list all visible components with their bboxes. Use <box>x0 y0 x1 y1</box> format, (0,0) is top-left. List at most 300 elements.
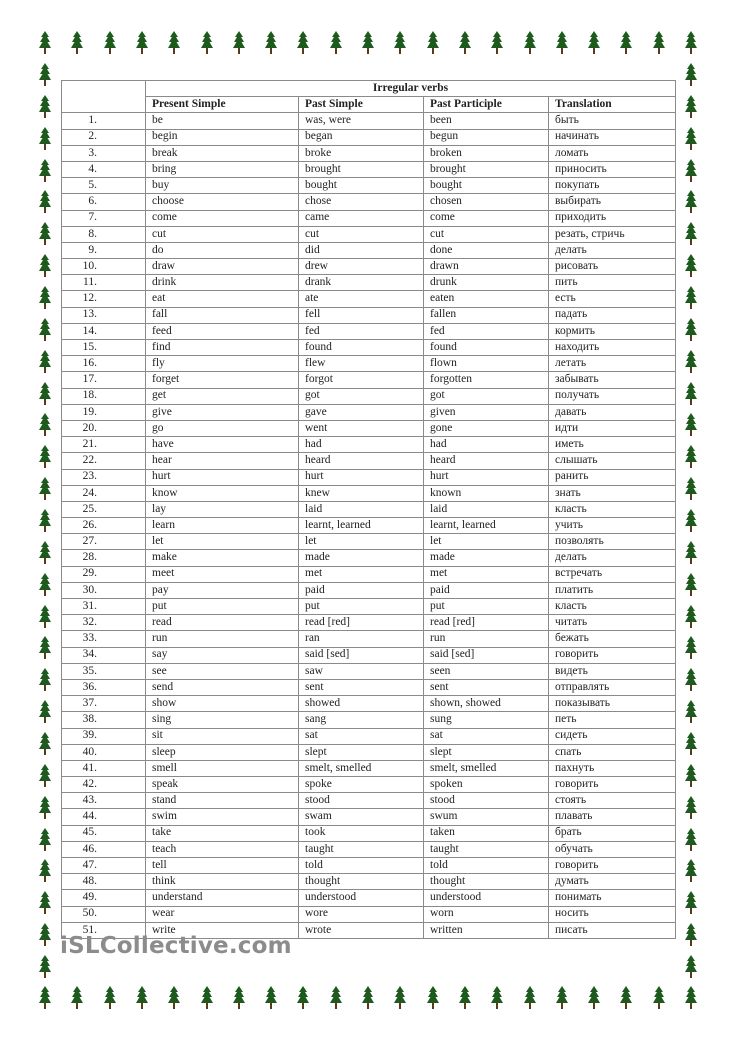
table-row <box>62 194 676 210</box>
row-number: 12. <box>62 291 146 307</box>
row-number: 40. <box>62 744 146 760</box>
present-simple-cell: wear <box>146 906 299 922</box>
present-simple-cell: choose <box>146 194 299 210</box>
pine-tree-icon <box>38 796 52 820</box>
row-number: 1. <box>62 113 146 129</box>
pine-tree-icon <box>38 891 52 915</box>
past-simple-cell: taught <box>299 841 424 857</box>
row-number: 31. <box>62 599 146 615</box>
watermark: iSLCollective.com <box>60 933 292 959</box>
pine-tree-icon <box>619 31 633 55</box>
present-simple-cell: cut <box>146 226 299 242</box>
pine-tree-icon <box>523 31 537 55</box>
past-simple-cell: knew <box>299 485 424 501</box>
pine-tree-icon <box>296 31 310 55</box>
translation-cell: выбирать <box>549 194 676 210</box>
translation-cell: делать <box>549 242 676 258</box>
pine-tree-icon <box>684 891 698 915</box>
translation-cell: приходить <box>549 210 676 226</box>
table-row <box>62 566 676 582</box>
past-simple-cell: swam <box>299 809 424 825</box>
table-row <box>62 356 676 372</box>
pine-tree-icon <box>70 31 84 55</box>
past-simple-cell: showed <box>299 696 424 712</box>
past-simple-cell: laid <box>299 501 424 517</box>
past-participle-cell: found <box>424 340 549 356</box>
past-participle-cell: sat <box>424 728 549 744</box>
row-number: 3. <box>62 145 146 161</box>
pine-tree-icon <box>684 127 698 151</box>
pine-tree-icon <box>38 573 52 597</box>
present-simple-cell: show <box>146 696 299 712</box>
row-number: 39. <box>62 728 146 744</box>
pine-tree-icon <box>167 31 181 55</box>
pine-tree-icon <box>135 986 149 1010</box>
past-participle-cell: forgotten <box>424 372 549 388</box>
translation-cell: думать <box>549 874 676 890</box>
table-row <box>62 696 676 712</box>
table-row <box>62 647 676 663</box>
past-participle-cell: said [sed] <box>424 647 549 663</box>
pine-tree-icon <box>70 986 84 1010</box>
row-number: 26. <box>62 518 146 534</box>
translation-cell: читать <box>549 615 676 631</box>
past-participle-cell: cut <box>424 226 549 242</box>
past-participle-cell: got <box>424 388 549 404</box>
table-row <box>62 679 676 695</box>
translation-cell: понимать <box>549 890 676 906</box>
table-row <box>62 825 676 841</box>
translation-cell: давать <box>549 404 676 420</box>
table-row <box>62 178 676 194</box>
pine-tree-icon <box>684 95 698 119</box>
translation-cell: приносить <box>549 161 676 177</box>
present-simple-cell: think <box>146 874 299 890</box>
past-simple-cell: bought <box>299 178 424 194</box>
translation-cell: начинать <box>549 129 676 145</box>
row-number: 15. <box>62 340 146 356</box>
past-participle-cell: seen <box>424 663 549 679</box>
row-number: 10. <box>62 259 146 275</box>
past-simple-cell: took <box>299 825 424 841</box>
pine-tree-icon <box>135 31 149 55</box>
translation-cell: покупать <box>549 178 676 194</box>
translation-cell: сидеть <box>549 728 676 744</box>
translation-cell: отправлять <box>549 679 676 695</box>
table-row <box>62 242 676 258</box>
row-number: 25. <box>62 501 146 517</box>
past-simple-cell: broke <box>299 145 424 161</box>
table-row <box>62 485 676 501</box>
past-simple-cell: saw <box>299 663 424 679</box>
present-simple-cell: feed <box>146 323 299 339</box>
pine-tree-icon <box>587 31 601 55</box>
pine-tree-icon <box>38 923 52 947</box>
pine-tree-icon <box>38 350 52 374</box>
pine-tree-icon <box>361 986 375 1010</box>
present-simple-cell: eat <box>146 291 299 307</box>
pine-tree-icon <box>329 986 343 1010</box>
pine-tree-icon <box>684 605 698 629</box>
pine-tree-icon <box>232 986 246 1010</box>
past-participle-cell: let <box>424 534 549 550</box>
present-simple-cell: take <box>146 825 299 841</box>
row-number: 24. <box>62 485 146 501</box>
present-simple-cell: see <box>146 663 299 679</box>
present-simple-cell: get <box>146 388 299 404</box>
past-participle-cell: given <box>424 404 549 420</box>
row-number: 49. <box>62 890 146 906</box>
row-number: 42. <box>62 777 146 793</box>
pine-tree-icon <box>38 222 52 246</box>
past-participle-cell: fed <box>424 323 549 339</box>
pine-tree-icon <box>684 955 698 979</box>
translation-cell: позволять <box>549 534 676 550</box>
past-simple-cell: hurt <box>299 469 424 485</box>
table-row <box>62 113 676 129</box>
past-simple-cell: ate <box>299 291 424 307</box>
pine-tree-icon <box>167 986 181 1010</box>
translation-cell: делать <box>549 550 676 566</box>
translation-cell: пахнуть <box>549 760 676 776</box>
pine-tree-icon <box>684 828 698 852</box>
translation-cell: учить <box>549 518 676 534</box>
past-simple-cell: told <box>299 858 424 874</box>
past-participle-cell: had <box>424 437 549 453</box>
pine-tree-icon <box>361 31 375 55</box>
past-simple-cell: began <box>299 129 424 145</box>
translation-cell: спать <box>549 744 676 760</box>
translation-cell: быть <box>549 113 676 129</box>
table-row <box>62 841 676 857</box>
pine-tree-icon <box>38 159 52 183</box>
table-row <box>62 534 676 550</box>
pine-tree-icon <box>393 986 407 1010</box>
pine-tree-icon <box>684 477 698 501</box>
present-simple-cell: sit <box>146 728 299 744</box>
pine-tree-icon <box>684 509 698 533</box>
past-simple-cell: let <box>299 534 424 550</box>
past-simple-cell: learnt, learned <box>299 518 424 534</box>
pine-tree-icon <box>103 31 117 55</box>
pine-tree-icon <box>652 31 666 55</box>
past-simple-cell: drew <box>299 259 424 275</box>
table-row <box>62 518 676 534</box>
pine-tree-icon <box>684 222 698 246</box>
row-number: 37. <box>62 696 146 712</box>
past-simple-cell: smelt, smelled <box>299 760 424 776</box>
past-participle-cell: swum <box>424 809 549 825</box>
pine-tree-icon <box>38 286 52 310</box>
row-number: 8. <box>62 226 146 242</box>
pine-tree-icon <box>38 668 52 692</box>
present-simple-cell: do <box>146 242 299 258</box>
past-participle-cell: shown, showed <box>424 696 549 712</box>
present-simple-cell: teach <box>146 841 299 857</box>
past-participle-cell: begun <box>424 129 549 145</box>
past-simple-cell: got <box>299 388 424 404</box>
present-simple-cell: stand <box>146 793 299 809</box>
row-number: 45. <box>62 825 146 841</box>
translation-cell: кормить <box>549 323 676 339</box>
present-simple-cell: forget <box>146 372 299 388</box>
past-participle-cell: bought <box>424 178 549 194</box>
past-participle-cell: brought <box>424 161 549 177</box>
table-row <box>62 275 676 291</box>
present-simple-cell: lay <box>146 501 299 517</box>
past-simple-cell: had <box>299 437 424 453</box>
past-participle-cell: thought <box>424 874 549 890</box>
past-participle-cell: taken <box>424 825 549 841</box>
table-row <box>62 210 676 226</box>
row-number: 28. <box>62 550 146 566</box>
present-simple-cell: put <box>146 599 299 615</box>
pine-tree-icon <box>555 31 569 55</box>
row-number: 29. <box>62 566 146 582</box>
pine-tree-icon <box>38 382 52 406</box>
column-header-translation: Translation <box>549 97 676 113</box>
table-row <box>62 663 676 679</box>
present-simple-cell: go <box>146 420 299 436</box>
translation-cell: пить <box>549 275 676 291</box>
translation-cell: бежать <box>549 631 676 647</box>
past-simple-cell: read [red] <box>299 615 424 631</box>
present-simple-cell: say <box>146 647 299 663</box>
past-simple-cell: did <box>299 242 424 258</box>
translation-cell: летать <box>549 356 676 372</box>
pine-tree-icon <box>684 668 698 692</box>
row-number: 6. <box>62 194 146 210</box>
row-number: 20. <box>62 420 146 436</box>
table-row <box>62 291 676 307</box>
past-participle-cell: been <box>424 113 549 129</box>
translation-cell: забывать <box>549 372 676 388</box>
translation-cell: говорить <box>549 647 676 663</box>
row-number: 35. <box>62 663 146 679</box>
table-row <box>62 793 676 809</box>
pine-tree-icon <box>490 31 504 55</box>
pine-tree-icon <box>296 986 310 1010</box>
table-row <box>62 307 676 323</box>
pine-tree-icon <box>38 700 52 724</box>
past-simple-cell: brought <box>299 161 424 177</box>
translation-cell: идти <box>549 420 676 436</box>
translation-cell: встречать <box>549 566 676 582</box>
table-row <box>62 388 676 404</box>
row-number: 22. <box>62 453 146 469</box>
table-row <box>62 906 676 922</box>
present-simple-cell: send <box>146 679 299 695</box>
pine-tree-icon <box>38 95 52 119</box>
translation-cell: брать <box>549 825 676 841</box>
pine-tree-icon <box>200 986 214 1010</box>
pine-tree-icon <box>38 955 52 979</box>
table-row <box>62 744 676 760</box>
present-simple-cell: be <box>146 113 299 129</box>
pine-tree-icon <box>684 382 698 406</box>
row-number: 38. <box>62 712 146 728</box>
past-simple-cell: flew <box>299 356 424 372</box>
past-participle-cell: smelt, smelled <box>424 760 549 776</box>
past-simple-cell: found <box>299 340 424 356</box>
present-simple-cell: run <box>146 631 299 647</box>
past-participle-cell: fallen <box>424 307 549 323</box>
table-header-row <box>62 97 676 113</box>
pine-tree-icon <box>684 796 698 820</box>
past-participle-cell: learnt, learned <box>424 518 549 534</box>
translation-cell: есть <box>549 291 676 307</box>
past-participle-cell: run <box>424 631 549 647</box>
translation-cell: писать <box>549 922 676 938</box>
row-number: 4. <box>62 161 146 177</box>
pine-tree-icon <box>38 859 52 883</box>
table-row <box>62 874 676 890</box>
translation-cell: резать, стричь <box>549 226 676 242</box>
past-simple-cell: slept <box>299 744 424 760</box>
past-participle-cell: stood <box>424 793 549 809</box>
pine-tree-icon <box>38 63 52 87</box>
pine-tree-icon <box>38 828 52 852</box>
translation-cell: класть <box>549 501 676 517</box>
row-number: 19. <box>62 404 146 420</box>
pine-tree-icon <box>490 986 504 1010</box>
translation-cell: обучать <box>549 841 676 857</box>
translation-cell: находить <box>549 340 676 356</box>
present-simple-cell: know <box>146 485 299 501</box>
past-simple-cell: thought <box>299 874 424 890</box>
past-simple-cell: heard <box>299 453 424 469</box>
pine-tree-icon <box>38 127 52 151</box>
translation-cell: рисовать <box>549 259 676 275</box>
row-number: 34. <box>62 647 146 663</box>
pine-tree-icon <box>458 986 472 1010</box>
present-simple-cell: write <box>146 922 299 938</box>
pine-tree-icon <box>684 31 698 55</box>
past-simple-cell: wrote <box>299 922 424 938</box>
present-simple-cell: have <box>146 437 299 453</box>
past-simple-cell: cut <box>299 226 424 242</box>
pine-tree-icon <box>38 31 52 55</box>
present-simple-cell: fall <box>146 307 299 323</box>
pine-tree-icon <box>684 190 698 214</box>
past-simple-cell: was, were <box>299 113 424 129</box>
present-simple-cell: buy <box>146 178 299 194</box>
translation-cell: показывать <box>549 696 676 712</box>
translation-cell: носить <box>549 906 676 922</box>
pine-tree-icon <box>38 732 52 756</box>
row-number: 21. <box>62 437 146 453</box>
pine-tree-icon <box>38 986 52 1010</box>
table-row <box>62 777 676 793</box>
row-number: 44. <box>62 809 146 825</box>
pine-tree-icon <box>555 986 569 1010</box>
pine-tree-icon <box>684 63 698 87</box>
present-simple-cell: give <box>146 404 299 420</box>
past-participle-cell: taught <box>424 841 549 857</box>
past-simple-cell: wore <box>299 906 424 922</box>
past-simple-cell: said [sed] <box>299 647 424 663</box>
row-number: 7. <box>62 210 146 226</box>
past-participle-cell: worn <box>424 906 549 922</box>
present-simple-cell: draw <box>146 259 299 275</box>
pine-tree-icon <box>684 764 698 788</box>
past-participle-cell: laid <box>424 501 549 517</box>
table-row <box>62 631 676 647</box>
column-header-present-simple: Present Simple <box>146 97 299 113</box>
table-row <box>62 340 676 356</box>
row-number: 13. <box>62 307 146 323</box>
present-simple-cell: drink <box>146 275 299 291</box>
table-row <box>62 437 676 453</box>
pine-tree-icon <box>103 986 117 1010</box>
past-simple-cell: put <box>299 599 424 615</box>
corner-cell <box>62 81 146 97</box>
past-participle-cell: sent <box>424 679 549 695</box>
table-row <box>62 858 676 874</box>
past-participle-cell: spoken <box>424 777 549 793</box>
past-simple-cell: fell <box>299 307 424 323</box>
table-row <box>62 372 676 388</box>
past-simple-cell: fed <box>299 323 424 339</box>
column-header-past-participle: Past Participle <box>424 97 549 113</box>
past-participle-cell: understood <box>424 890 549 906</box>
past-participle-cell: known <box>424 485 549 501</box>
past-simple-cell: sang <box>299 712 424 728</box>
translation-cell: слышать <box>549 453 676 469</box>
past-participle-cell: met <box>424 566 549 582</box>
past-simple-cell: made <box>299 550 424 566</box>
present-simple-cell: bring <box>146 161 299 177</box>
translation-cell: знать <box>549 485 676 501</box>
table-row <box>62 760 676 776</box>
past-simple-cell: met <box>299 566 424 582</box>
pine-tree-icon <box>684 732 698 756</box>
table-row <box>62 599 676 615</box>
row-number: 32. <box>62 615 146 631</box>
pine-tree-icon <box>684 413 698 437</box>
past-participle-cell: sung <box>424 712 549 728</box>
row-number: 17. <box>62 372 146 388</box>
pine-tree-icon <box>264 986 278 1010</box>
row-number: 27. <box>62 534 146 550</box>
row-number: 18. <box>62 388 146 404</box>
present-simple-cell: begin <box>146 129 299 145</box>
present-simple-cell: learn <box>146 518 299 534</box>
row-number: 5. <box>62 178 146 194</box>
past-participle-cell: broken <box>424 145 549 161</box>
translation-cell: говорить <box>549 858 676 874</box>
present-simple-cell: smell <box>146 760 299 776</box>
pine-tree-icon <box>619 986 633 1010</box>
table-row <box>62 161 676 177</box>
past-participle-cell: slept <box>424 744 549 760</box>
present-simple-cell: come <box>146 210 299 226</box>
past-participle-cell: done <box>424 242 549 258</box>
row-number: 9. <box>62 242 146 258</box>
pine-tree-icon <box>38 764 52 788</box>
past-simple-cell: went <box>299 420 424 436</box>
row-number: 43. <box>62 793 146 809</box>
past-participle-cell: paid <box>424 582 549 598</box>
past-simple-cell: spoke <box>299 777 424 793</box>
table-row <box>62 890 676 906</box>
pine-tree-icon <box>684 573 698 597</box>
table-row <box>62 323 676 339</box>
translation-cell: плавать <box>549 809 676 825</box>
past-participle-cell: put <box>424 599 549 615</box>
past-participle-cell: flown <box>424 356 549 372</box>
past-participle-cell: hurt <box>424 469 549 485</box>
